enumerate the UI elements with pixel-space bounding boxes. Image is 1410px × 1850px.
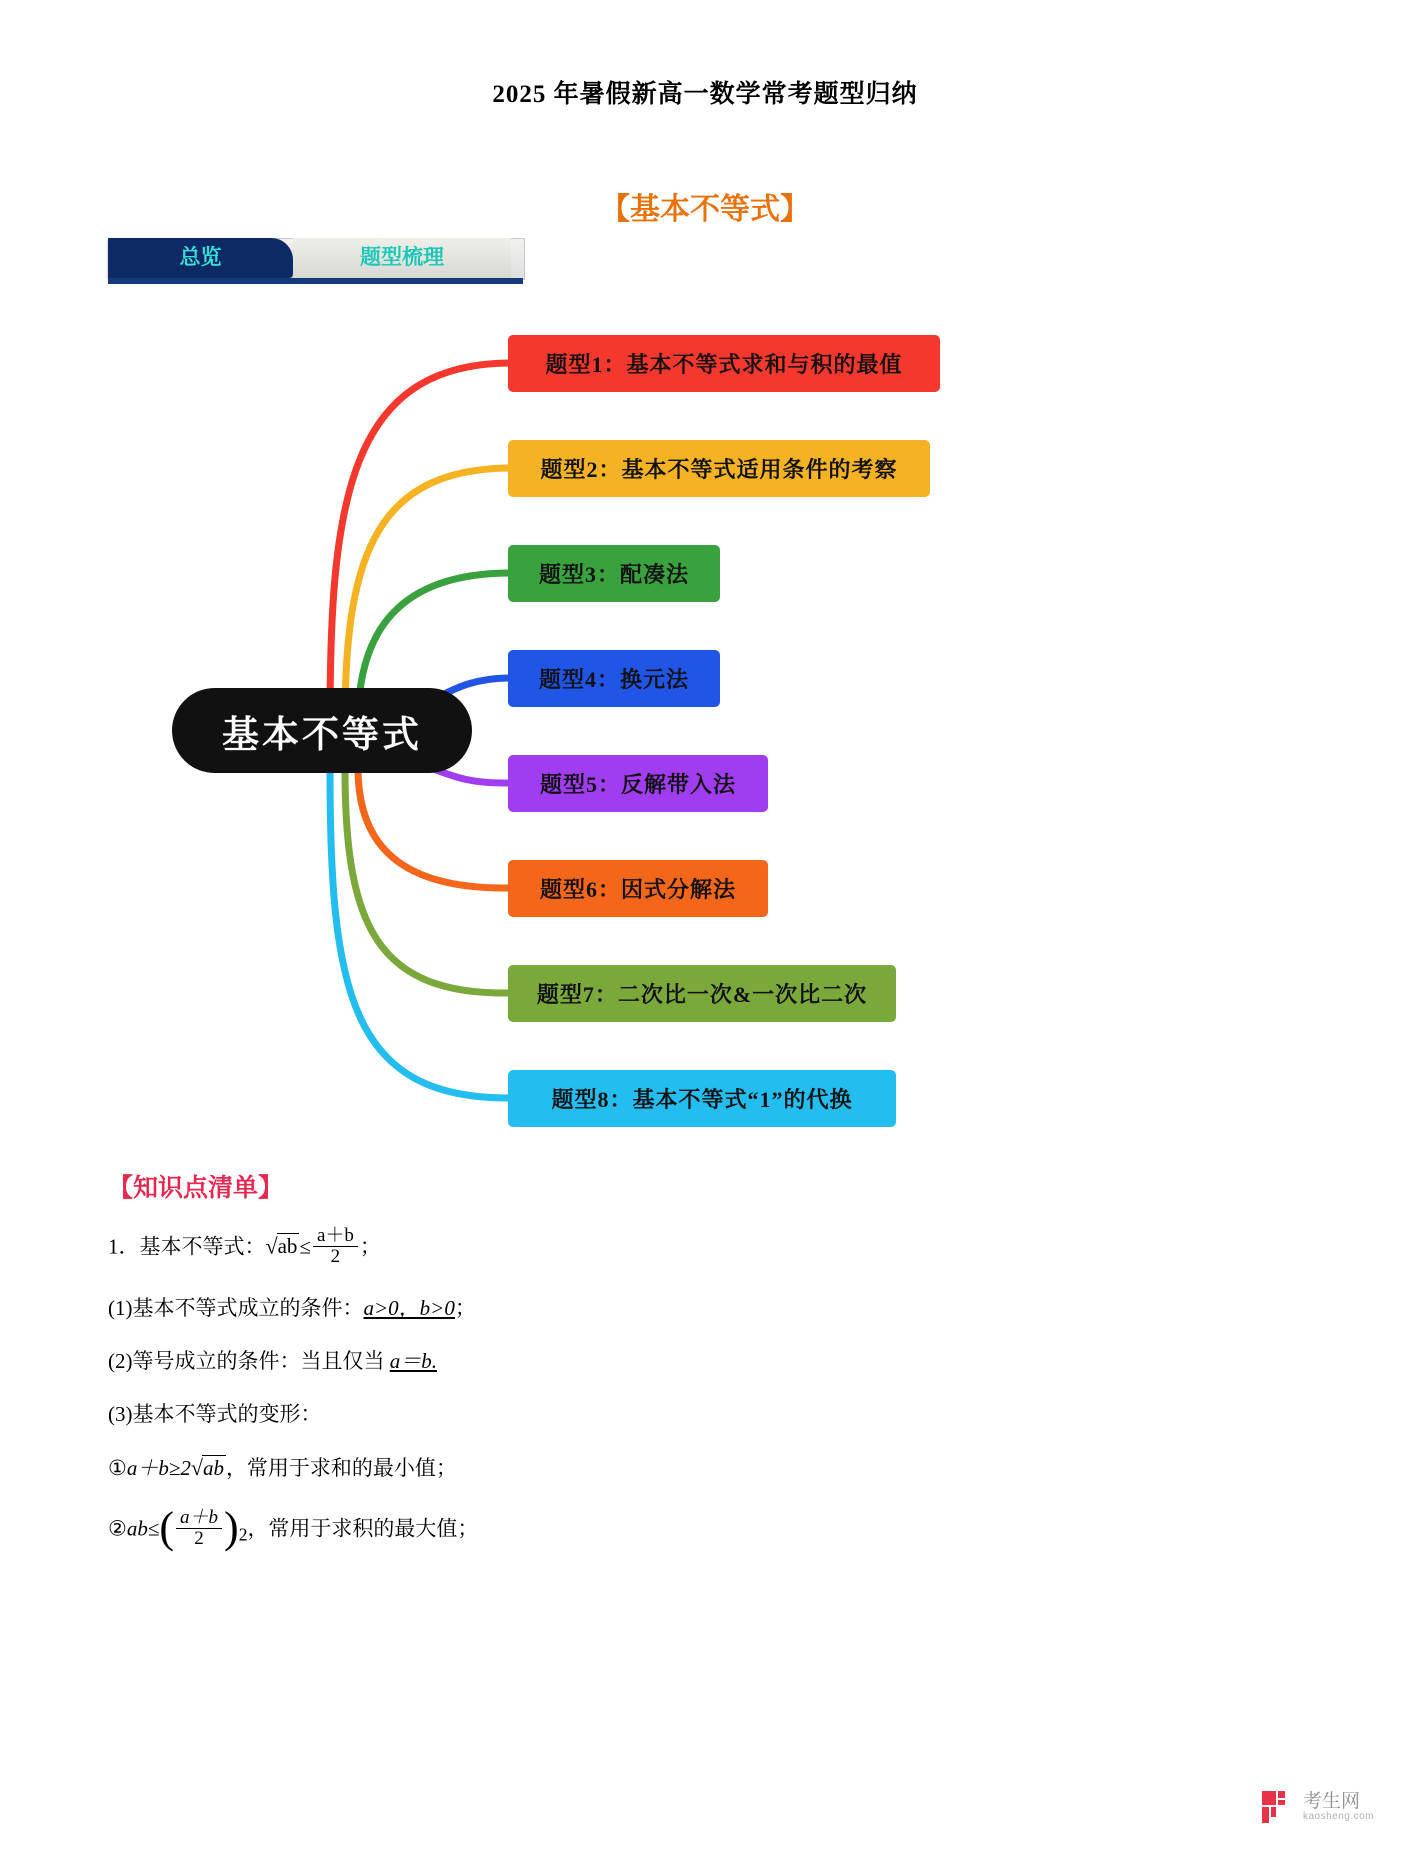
mindmap-root-node: 基本不等式: [172, 688, 472, 773]
knowledge-line-5-prefix: ②: [108, 1516, 127, 1541]
right-bracket-icon: ): [224, 1503, 239, 1553]
knowledge-line-1-text: (1)基本不等式成立的条件：: [108, 1296, 364, 1320]
branch-node-4[interactable]: [508, 650, 720, 707]
knowledge-line-5-expr: ab≤: [126, 1516, 160, 1541]
knowledge-item-1-suffix: ；: [359, 1234, 381, 1259]
knowledge-line-2-text: (2)等号成立的条件：当且仅当: [108, 1349, 390, 1373]
sqrt-icon: √: [265, 1233, 278, 1259]
knowledge-line-3: [108, 1398, 322, 1428]
watermark-name: 考生网: [1302, 1790, 1360, 1812]
page-title: 2025 年暑假新高一数学常考题型归纳: [492, 81, 918, 108]
fraction-2-denominator: 2: [176, 1528, 222, 1549]
branch-node-6[interactable]: [508, 860, 768, 917]
knowledge-heading: 【知识点清单】: [108, 1175, 284, 1202]
knowledge-line-4: [108, 1452, 457, 1482]
sqrt-icon: √: [190, 1455, 203, 1480]
branch-node-1[interactable]: [508, 335, 940, 392]
watermark-url: kaosheng.com: [1302, 1810, 1374, 1822]
knowledge-line-5-exponent: 2: [238, 1524, 248, 1545]
knowledge-item-1-le: ≤: [299, 1234, 311, 1259]
fraction-1-denominator: 2: [313, 1246, 358, 1267]
tab-underline: [108, 278, 523, 284]
knowledge-item-1-radicand: ab: [277, 1234, 298, 1259]
branch-label: 题型7：二次比一次&一次比二次: [536, 982, 868, 1007]
knowledge-item-1: [108, 1225, 381, 1269]
knowledge-item-1-prefix: 1．基本不等式：: [108, 1234, 266, 1259]
watermark-text: [1303, 1792, 1374, 1822]
branch-label: 题型4：换元法: [538, 667, 689, 692]
branch-label: 题型5：反解带入法: [539, 772, 736, 797]
knowledge-line-2: [108, 1345, 437, 1375]
knowledge-line-4-radicand: ab: [202, 1456, 224, 1480]
tab-overview[interactable]: 总览: [108, 238, 293, 278]
knowledge-line-4-prefix: ①: [108, 1456, 127, 1480]
knowledge-line-4-suffix: ，常用于求和的最小值；: [225, 1456, 457, 1480]
branch-node-8[interactable]: [508, 1070, 896, 1127]
knowledge-line-4-expr: a＋b≥2: [126, 1456, 191, 1480]
tab-problem-types[interactable]: 题型梳理: [293, 238, 511, 278]
watermark: [1261, 1790, 1374, 1824]
branch-label: 题型2：基本不等式适用条件的考察: [540, 457, 898, 482]
branch-label: 题型8：基本不等式“1”的代换: [551, 1087, 853, 1112]
mindmap: [0, 300, 1410, 1170]
knowledge-line-1-underline: a>0，b>0: [363, 1296, 455, 1320]
branch-node-7[interactable]: [508, 965, 896, 1022]
fraction-1: [313, 1226, 358, 1267]
knowledge-line-1: [108, 1292, 476, 1322]
knowledge-line-5: [108, 1503, 479, 1553]
fraction-2-numerator: a＋b: [180, 1507, 219, 1528]
branch-label: 题型1：基本不等式求和与积的最值: [545, 352, 903, 377]
left-bracket-icon: (: [159, 1503, 175, 1553]
knowledge-line-3-text: (3)基本不等式的变形：: [108, 1402, 322, 1426]
knowledge-line-2-underline: a＝b.: [389, 1349, 437, 1373]
knowledge-line-1-end: ；: [454, 1296, 476, 1320]
tab-bar: [108, 238, 523, 286]
branch-label: 题型3：配凑法: [538, 562, 689, 587]
branch-node-3[interactable]: [508, 545, 720, 602]
branch-node-2[interactable]: [508, 440, 930, 497]
knowledge-line-5-suffix: ，常用于求积的最大值；: [247, 1516, 479, 1541]
branch-label: 题型6：因式分解法: [539, 877, 736, 902]
kaosheng-logo-icon: [1261, 1790, 1295, 1824]
branch-node-5[interactable]: [508, 755, 768, 812]
chapter-title: 【基本不等式】: [600, 193, 810, 226]
fraction-1-numerator: a＋b: [316, 1225, 354, 1246]
fraction-2: [176, 1508, 222, 1549]
